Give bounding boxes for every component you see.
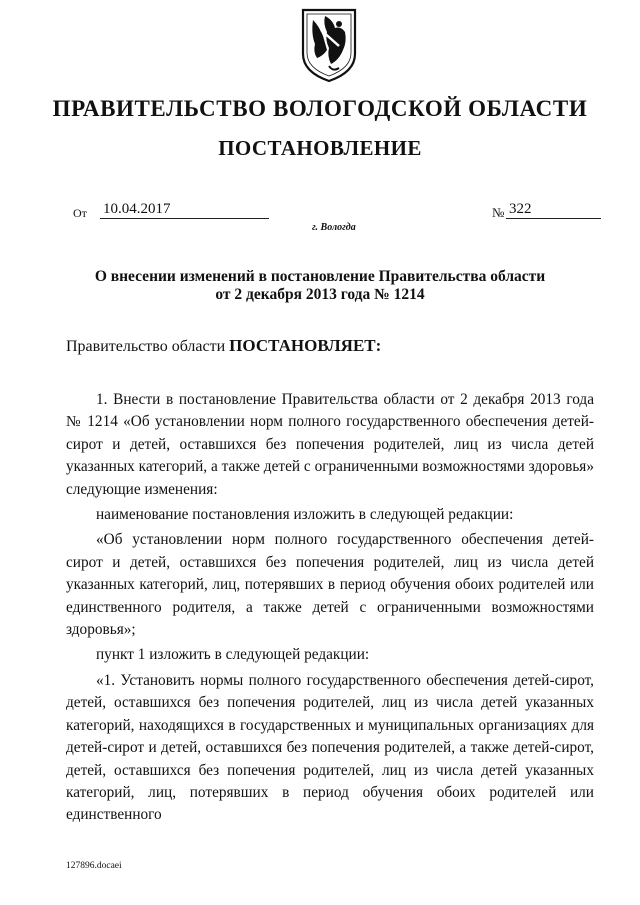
body-paragraph: «Об установлении норм полного государственного обеспечения детей-сирот и детей, оставшихся без попечения родителей, лиц из числа детей указанных категорий, лиц, потерявших в период обучения обоих родителей или единственного родителя, а также детей с ограниченными возможностями здоровья»; [66,531,594,639]
government-title: ПРАВИТЕЛЬСТВО ВОЛОГОДСКОЙ ОБЛАСТИ [52,96,588,121]
number-label: № [492,205,505,220]
document-subject [60,268,580,304]
preamble-prefix: Правительство области [66,338,230,355]
from-label: От [73,206,87,220]
document-type-title: ПОСТАНОВЛЕНИЕ [218,136,422,160]
coat-of-arms-icon [299,6,359,84]
body-paragraph: пункт 1 изложить в следующей редакции: [96,646,370,664]
preamble [66,336,381,356]
body-paragraph: 1. Внести в постановление Правительства области от 2 декабря 2013 года № 1214 «Об установлении норм полного государственного обеспечения детей-сирот и детей, оставшихся без попечения родителей, лиц из числа детей указанных категорий, а также детей с ограниченными возможностями здоровья» следующие изменения: [66,391,594,498]
document-date: 10.04.2017 [100,200,269,219]
document-number: 322 [506,200,601,219]
subject-line-1: О внесении изменений в постановление Правительства области [94,268,546,285]
footer-file-code: 127896.docaei [66,861,122,871]
city-label: г. Вологда [312,222,356,233]
body-paragraph: наименование постановления изложить в следующей редакции: [96,506,514,524]
body-paragraph: «1. Установить нормы полного государственного обеспечения детей-сирот, детей, оставшихся без попечения родителей, лиц из числа детей указанных категорий, находящихся в государственных и муниципальных организациях для детей-сирот и детей, оставшихся без попечения родителей, а также детей-сирот, детей, оставшихся без попечения родителей, лиц из числа детей указанных категорий, лиц, потерявших в период обучения обоих родителей или единственного [66,671,594,824]
preamble-verb: ПОСТАНОВЛЯЕТ: [229,336,382,355]
subject-line-2: от 2 декабря 2013 года № 1214 [215,286,425,303]
date-number-row [60,200,600,240]
document-body [66,389,594,830]
